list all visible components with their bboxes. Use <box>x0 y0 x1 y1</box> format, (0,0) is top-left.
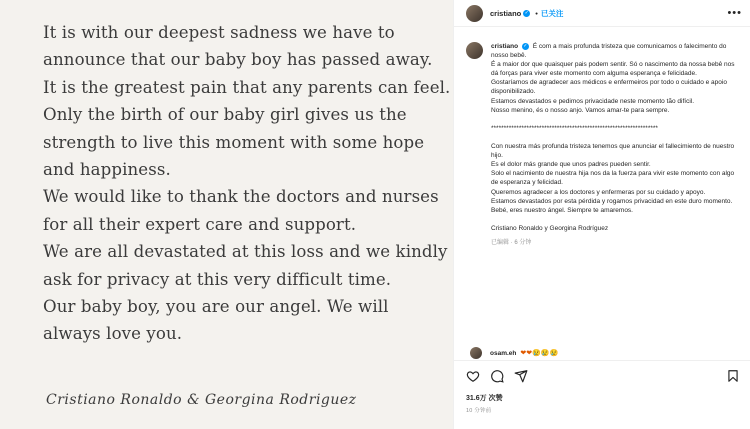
signature: Cristiano Ronaldo & Georgina Rodriguez <box>46 392 357 408</box>
statement-line: It is with our deepest sadness we have to <box>43 23 395 42</box>
statement-line: It is the greatest pain that any parents can feel. <box>43 77 451 97</box>
statement-line: ask for privacy at this very difficult time. <box>43 269 392 289</box>
statement-line: We are all devastated at this loss and we kindly <box>43 242 448 262</box>
like-count[interactable]: 31.6万 次赞 <box>466 395 503 402</box>
statement-line: and happiness. <box>43 160 171 180</box>
statement-line: Only the birth of our baby girl gives us the <box>43 105 407 125</box>
post-details-panel <box>453 0 750 429</box>
caption-author-avatar[interactable] <box>466 42 483 59</box>
caption-paragraph: Nosso menino, és o nosso anjo. Vamos amar-te para sempre. <box>491 106 670 114</box>
caption-paragraph: É a maior dor que quaisquer pais podem sentir. Só o nascimento da nossa bebê nos dá forças para viver este momento com alguma esperança e felicidade. <box>491 61 735 78</box>
statement-line: announce that our baby boy has passed away. <box>43 50 433 70</box>
caption-paragraph: É com a mais profunda tristeza que comunicamos o falecimento do nosso bebê. <box>491 43 727 60</box>
caption-paragraph: Solo el nacimiento de nuestra hija nos da la fuerza para vivir este momento con algo de esperanza y felicidad. <box>491 170 735 187</box>
bookmark-icon[interactable] <box>726 369 740 383</box>
comment-preview[interactable] <box>466 347 736 359</box>
author-avatar[interactable] <box>466 5 483 22</box>
statement-line: We would like to thank the doctors and nurses <box>43 187 439 207</box>
caption-paragraph: Estamos devastados e pedimos privacidade neste momento tão difícil. <box>491 97 695 105</box>
statement-line: for all their expert care and support. <box>43 214 357 234</box>
action-row <box>466 368 740 384</box>
commenter-username[interactable]: osam.eh <box>490 349 517 357</box>
commenter-avatar[interactable] <box>470 347 482 359</box>
verified-icon: ✓ <box>524 9 529 16</box>
caption-separator: ****************************************************************** <box>491 124 658 132</box>
post-timestamp: 10 分钟前 <box>466 408 492 414</box>
caption-paragraph: Es el dolor más grande que unos padres pueden sentir. <box>491 161 651 169</box>
post-header <box>454 0 750 27</box>
heart-icon[interactable] <box>466 369 480 383</box>
verified-icon: ✓ <box>523 42 528 49</box>
statement-text <box>43 19 451 348</box>
caption-section <box>454 27 750 248</box>
following-button[interactable]: 已关注 <box>540 8 564 18</box>
caption-paragraph: Con nuestra más profunda tristeza tenemos que anunciar el fallecimiento de nuestro hijo. <box>491 143 735 160</box>
caption-paragraph: Queremos agradecer a los doctores y enfermeras por su cuidado y apoyo. <box>491 188 706 196</box>
author-username[interactable]: cristiano <box>490 8 522 18</box>
statement-line: always love you. <box>43 324 183 344</box>
caption-paragraph: Gostaríamos de agradecer aos médicos e enfermeiros por todo o cuidado e apoio disponibilizado. <box>491 79 727 96</box>
separator-dot: • <box>535 8 538 18</box>
share-icon[interactable] <box>514 369 528 383</box>
comment-text: ❤❤😢😢😢 <box>520 350 559 357</box>
caption-paragraph: Bebé, eres nuestro ángel. Siempre te amaremos. <box>491 206 633 214</box>
caption-sign-off: Cristiano Ronaldo y Georgina Rodríguez <box>491 224 609 232</box>
caption-text <box>491 42 740 248</box>
statement-line: Our baby boy, you are our angel. We will <box>43 297 389 317</box>
statement-line: strength to live this moment with some hope <box>43 132 425 152</box>
comment-icon[interactable] <box>490 369 504 383</box>
action-bar <box>454 360 750 414</box>
caption-paragraph: Estamos devastados por esta pérdida y rogamos privacidad en este duro momento. <box>491 197 733 205</box>
caption-username[interactable]: cristiano <box>491 43 519 50</box>
caption-meta: 已编辑 · 6 分钟 <box>491 239 532 246</box>
more-icon[interactable]: ••• <box>727 7 742 19</box>
